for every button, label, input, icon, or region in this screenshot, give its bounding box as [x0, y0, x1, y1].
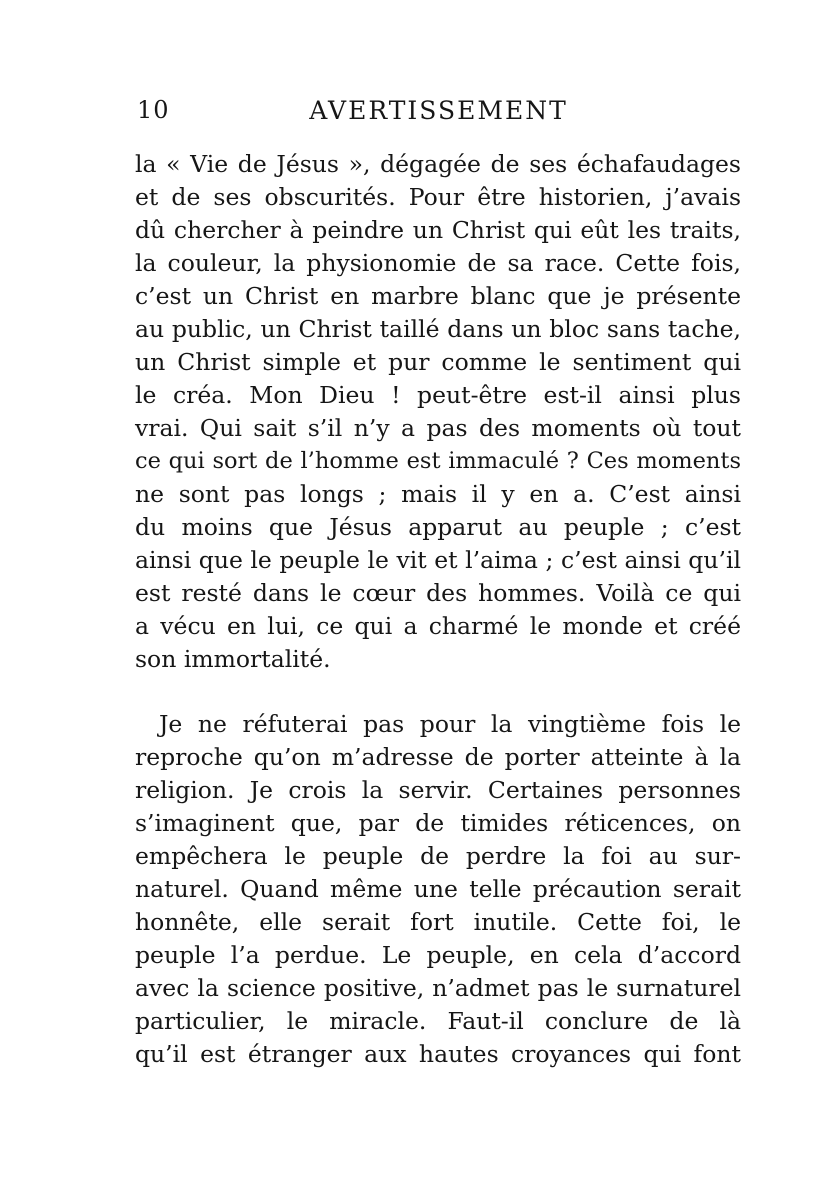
text-line: naturel. Quand même une telle précaution serait [135, 875, 741, 903]
text-line: du moins que Jésus apparut au peuple ; c’est [135, 513, 741, 541]
page-number: 10 [137, 96, 170, 124]
text-line: honnête, elle serait fort inutile. Cette foi, le [135, 908, 741, 936]
text-line: reproche qu’on m’adresse de porter atteinte à la [135, 743, 741, 771]
text-line: la couleur, la physionomie de sa race. Cette fois, [135, 249, 741, 277]
paragraph-2 [135, 708, 741, 1071]
text-line: est resté dans le cœur des hommes. Voilà ce qui [135, 579, 741, 607]
text-line: s’imaginent que, par de timides réticences, on [135, 809, 741, 837]
paragraph-1 [135, 148, 741, 676]
running-head [137, 96, 740, 136]
running-title: AVERTISSEMENT [309, 96, 568, 125]
text-line: empêchera le peuple de perdre la foi au sur- [135, 842, 741, 870]
text-line: Je ne réfuterai pas pour la vingtième fois le [159, 710, 741, 738]
text-line: religion. Je crois la servir. Certaines personnes [135, 776, 741, 804]
text-line: a vécu en lui, ce qui a charmé le monde et créé [135, 612, 741, 640]
text-line: c’est un Christ en marbre blanc que je présente [135, 282, 741, 310]
text-line: particulier, le miracle. Faut-il conclure de là [135, 1007, 741, 1035]
text-line: un Christ simple et pur comme le sentiment qui [135, 348, 741, 376]
text-line: le créa. Mon Dieu ! peut-être est-il ainsi plus [135, 381, 741, 409]
text-line: ne sont pas longs ; mais il y en a. C’est ainsi [135, 480, 741, 508]
text-line: la « Vie de Jésus », dégagée de ses échafaudages [135, 150, 741, 178]
text-line: peuple l’a perdue. Le peuple, en cela d’accord [135, 941, 741, 969]
text-line: son immortalité. [135, 645, 331, 673]
text-line: vrai. Qui sait s’il n’y a pas des moments où tout [135, 414, 741, 442]
text-line: et de ses obscurités. Pour être historien, j’avais [135, 183, 741, 211]
text-line: qu’il est étranger aux hautes croyances qui font [135, 1040, 741, 1068]
text-line: ainsi que le peuple le vit et l’aima ; c’est ainsi qu’il [135, 546, 741, 574]
text-line: au public, un Christ taillé dans un bloc sans tache, [135, 315, 741, 343]
text-line: ce qui sort de l’homme est immaculé ? Ces moments [135, 448, 741, 474]
text-line: dû chercher à peindre un Christ qui eût les traits, [135, 216, 741, 244]
text-line: avec la science positive, n’admet pas le surnaturel [135, 974, 741, 1002]
